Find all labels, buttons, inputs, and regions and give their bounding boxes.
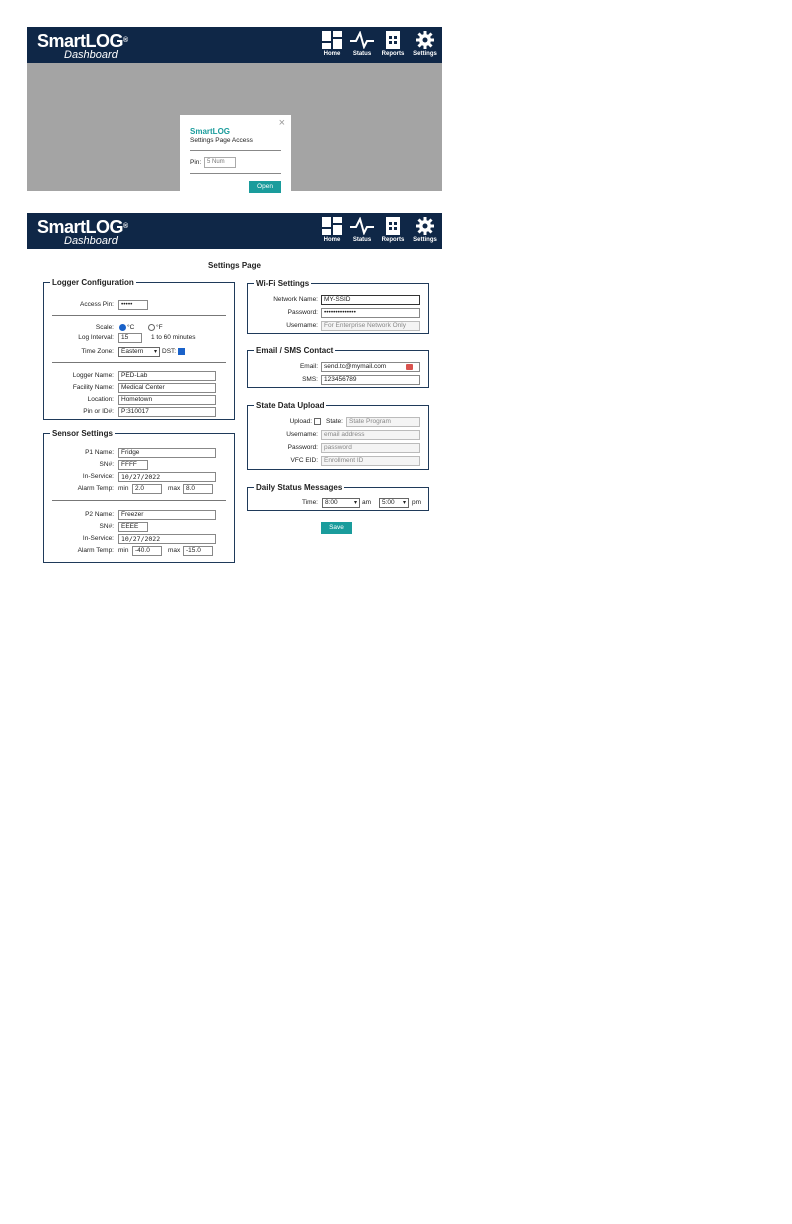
am-label: am <box>362 499 372 506</box>
email-sms-panel <box>247 346 429 388</box>
email-label: Email: <box>299 363 318 370</box>
pin-input[interactable]: 5 Num <box>204 157 236 168</box>
status-pulse-icon <box>350 31 374 49</box>
divider <box>190 173 281 174</box>
sms-input[interactable]: 123456789 <box>321 375 420 385</box>
reports-doc-icon <box>385 217 401 235</box>
time-zone-label: Time Zone: <box>81 348 114 355</box>
chevron-down-icon: ▾ <box>353 500 357 506</box>
facility-name-input[interactable]: Medical Center <box>118 383 216 393</box>
reports-doc-icon <box>385 31 401 49</box>
gear-icon <box>416 217 434 235</box>
p2-min-input[interactable]: -40.0 <box>132 546 162 556</box>
time-label: Time: <box>301 499 318 506</box>
nav-reports[interactable]: Reports <box>378 31 408 57</box>
nav-reports[interactable]: Reports <box>378 217 408 243</box>
wifi-settings-panel <box>247 279 429 334</box>
smartlog-logo: SmartLOG® Dashboard <box>37 217 128 247</box>
gear-icon <box>416 31 434 49</box>
log-interval-input[interactable]: 15 <box>118 333 142 343</box>
vfc-eid-input[interactable]: Enrollment ID <box>321 456 420 466</box>
smartlog-logo: SmartLOG® Dashboard <box>37 31 128 61</box>
wifi-password-label: Password: <box>287 309 318 316</box>
open-button[interactable]: Open <box>249 181 281 193</box>
panel-legend: State Data Upload <box>256 401 325 410</box>
nav-settings[interactable]: Settings <box>410 31 440 57</box>
pm-label: pm <box>412 499 422 506</box>
p1-max-label: max <box>168 485 181 492</box>
scale-celsius-radio[interactable] <box>119 324 126 331</box>
home-grid-icon <box>322 217 342 235</box>
upload-checkbox[interactable] <box>314 418 321 425</box>
network-name-label: Network Name: <box>273 296 318 303</box>
pin-or-id-label: Pin or ID#: <box>83 408 114 415</box>
autofill-icon[interactable] <box>406 364 413 370</box>
divider <box>190 150 281 151</box>
network-name-input[interactable]: MY-SSID <box>321 295 420 305</box>
location-input[interactable]: Hometown <box>118 395 216 405</box>
state-password-input[interactable]: password <box>321 443 420 453</box>
p1-inservice-input[interactable]: 10/27/2022 <box>118 472 216 482</box>
settings-access-screen <box>27 27 442 191</box>
dst-label: DST: <box>162 348 177 355</box>
nav-status[interactable]: Status <box>347 217 377 243</box>
chevron-down-icon: ▾ <box>153 349 157 355</box>
nav-home[interactable]: Home <box>317 31 347 57</box>
p1-min-label: min <box>118 485 129 492</box>
state-username-label: Username: <box>286 431 318 438</box>
panel-legend: Daily Status Messages <box>256 483 343 492</box>
access-pin-input[interactable]: ••••• <box>118 300 148 310</box>
p1-alarm-label: Alarm Temp: <box>77 485 114 492</box>
status-pulse-icon <box>350 217 374 235</box>
vfc-eid-label: VFC EID: <box>290 457 318 464</box>
settings-page-screen <box>27 213 442 575</box>
home-grid-icon <box>322 31 342 49</box>
sensor-settings-panel <box>43 429 235 563</box>
pin-label: Pin: <box>190 159 202 166</box>
modal-title: SmartLOG <box>190 127 231 136</box>
log-interval-hint: 1 to 60 minutes <box>151 334 196 341</box>
sms-label: SMS: <box>302 376 318 383</box>
save-button[interactable]: Save <box>321 522 352 534</box>
p2-name-label: P2 Name: <box>85 511 114 518</box>
p1-min-input[interactable]: 2.0 <box>132 484 162 494</box>
state-username-input[interactable]: email address <box>321 430 420 440</box>
wifi-password-input[interactable]: •••••••••••••• <box>321 308 420 318</box>
close-icon[interactable]: × <box>278 117 285 129</box>
p1-sn-input[interactable]: FFFF <box>118 460 148 470</box>
nav-home[interactable]: Home <box>317 217 347 243</box>
nav-status[interactable]: Status <box>347 31 377 57</box>
panel-legend: Sensor Settings <box>52 429 113 438</box>
p2-inservice-label: In-Service: <box>82 535 114 542</box>
dst-checkbox[interactable] <box>178 348 185 355</box>
panel-legend: Logger Configuration <box>52 278 134 287</box>
facility-name-label: Facility Name: <box>72 384 114 391</box>
p1-name-label: P1 Name: <box>85 449 114 456</box>
location-label: Location: <box>87 396 114 403</box>
page-title: Settings Page <box>208 261 261 270</box>
logger-configuration-panel <box>43 278 235 420</box>
p2-min-label: min <box>118 547 129 554</box>
p1-max-input[interactable]: 8.0 <box>183 484 213 494</box>
modal-subtitle: Settings Page Access <box>190 137 253 144</box>
state-input[interactable]: State Program <box>346 417 420 427</box>
logger-name-label: Logger Name: <box>72 372 114 379</box>
pm-time-select[interactable]: 5:00 ▾ <box>379 498 409 508</box>
panel-legend: Email / SMS Contact <box>256 346 334 355</box>
divider <box>52 362 226 363</box>
nav-settings[interactable]: Settings <box>410 217 440 243</box>
state-data-upload-panel <box>247 401 429 470</box>
wifi-username-label: Username: <box>286 322 318 329</box>
am-time-select[interactable]: 8:00 ▾ <box>322 498 360 508</box>
p2-max-input[interactable]: -15.0 <box>183 546 213 556</box>
scale-fahrenheit-radio[interactable] <box>148 324 155 331</box>
upload-label: Upload: <box>289 418 312 425</box>
p1-sn-label: SN#: <box>99 461 114 468</box>
p2-sn-label: SN#: <box>99 523 114 530</box>
p1-name-input[interactable]: Fridge <box>118 448 216 458</box>
time-zone-select[interactable]: Eastern ▾ <box>118 347 160 357</box>
p2-sn-input[interactable]: EEEE <box>118 522 148 532</box>
divider <box>52 500 226 501</box>
p2-name-input[interactable]: Freezer <box>118 510 216 520</box>
modal-overlay <box>27 63 442 191</box>
logger-name-input[interactable]: PED-Lab <box>118 371 216 381</box>
p2-inservice-input[interactable]: 10/27/2022 <box>118 534 216 544</box>
email-input[interactable]: send.tc@mymail.com <box>321 362 420 372</box>
divider <box>52 315 226 316</box>
state-password-label: Password: <box>287 444 318 451</box>
p2-max-label: max <box>168 547 181 554</box>
panel-legend: Wi-Fi Settings <box>256 279 310 288</box>
fahrenheit-label: °F <box>156 324 163 331</box>
celsius-label: °C <box>127 324 135 331</box>
log-interval-label: Log Interval: <box>78 334 114 341</box>
app-header <box>27 27 442 63</box>
pin-modal <box>180 115 291 201</box>
chevron-down-icon: ▾ <box>402 500 406 506</box>
access-pin-label: Access Pin: <box>80 301 114 308</box>
state-label: State: <box>326 418 343 425</box>
pin-or-id-input[interactable]: P:310017 <box>118 407 216 417</box>
wifi-username-input[interactable]: For Enterprise Network Only <box>321 321 420 331</box>
p2-alarm-label: Alarm Temp: <box>77 547 114 554</box>
scale-label: Scale: <box>95 324 114 331</box>
daily-status-panel <box>247 483 429 511</box>
app-header <box>27 213 442 249</box>
p1-inservice-label: In-Service: <box>82 473 114 480</box>
